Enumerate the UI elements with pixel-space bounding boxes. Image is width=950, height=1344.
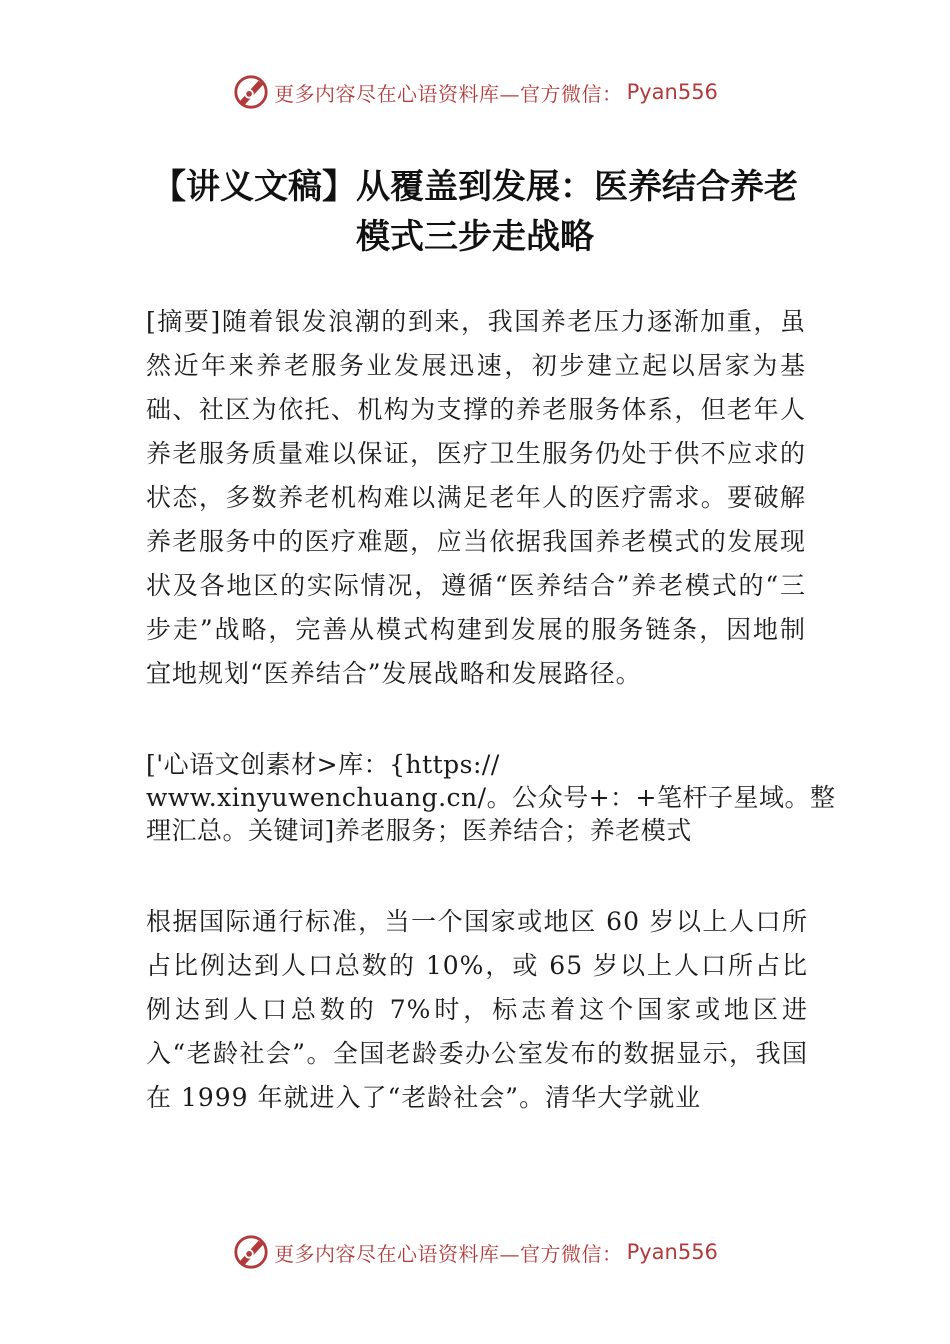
pen-logo-icon	[232, 73, 270, 111]
meta-line-3: 理汇总。关键词]养老服务；医养结合；养老模式	[146, 816, 692, 845]
meta-line-1: ['心语文创素材>库：{https://	[146, 750, 500, 779]
banner-text: 更多内容尽在心语资料库—官方微信：	[274, 81, 623, 106]
source-and-keywords	[146, 748, 846, 847]
footer-banner	[0, 1232, 950, 1272]
meta-line-2: www.xinyuwenchuang.cn/。公众号+：+笔杆子星域。整	[146, 783, 836, 812]
abstract-paragraph: [摘要]随着银发浪潮的到来，我国养老压力逐渐加重，虽然近年来养老服务业发展迅速，初步建立起以居家为基础、社区为依托、机构为支撑的养老服务体系，但老年人养老服务质量难以保证，医疗卫生服务仍处于供不应求的状态，多数养老机构难以满足老年人的医疗需求。要破解养老服务中的医疗难题，应当依据我国养老模式的发展现状及各地区的实际情况，遵循“医养结合”养老模式的“三步走”战略，完善从模式构建到发展的服务链条，因地制宜地规划“医养结合”发展战略和发展路径。	[146, 307, 806, 688]
pen-logo-icon	[232, 1233, 270, 1271]
banner-wechat-id: Pyan556	[626, 80, 718, 104]
body-paragraph: 根据国际通行标准，当一个国家或地区 60 岁以上人口所占比例达到人口总数的 10%，或 65 岁以上人口所占比例达到人口总数的 7%时，标志着这个国家或地区进入“老龄社会”。全国老龄委办公室发布的数据显示，我国在 1999 年就进入了“老龄社会”。清华大学就业	[146, 907, 808, 1112]
banner-text: 更多内容尽在心语资料库—官方微信：	[274, 1241, 623, 1266]
document-title	[100, 162, 850, 262]
banner-wechat-id: Pyan556	[626, 1240, 718, 1264]
title-line-1: 【讲义文稿】从覆盖到发展：医养结合养老	[152, 167, 798, 207]
header-banner	[0, 72, 950, 112]
title-line-2: 模式三步走战略	[356, 217, 594, 257]
